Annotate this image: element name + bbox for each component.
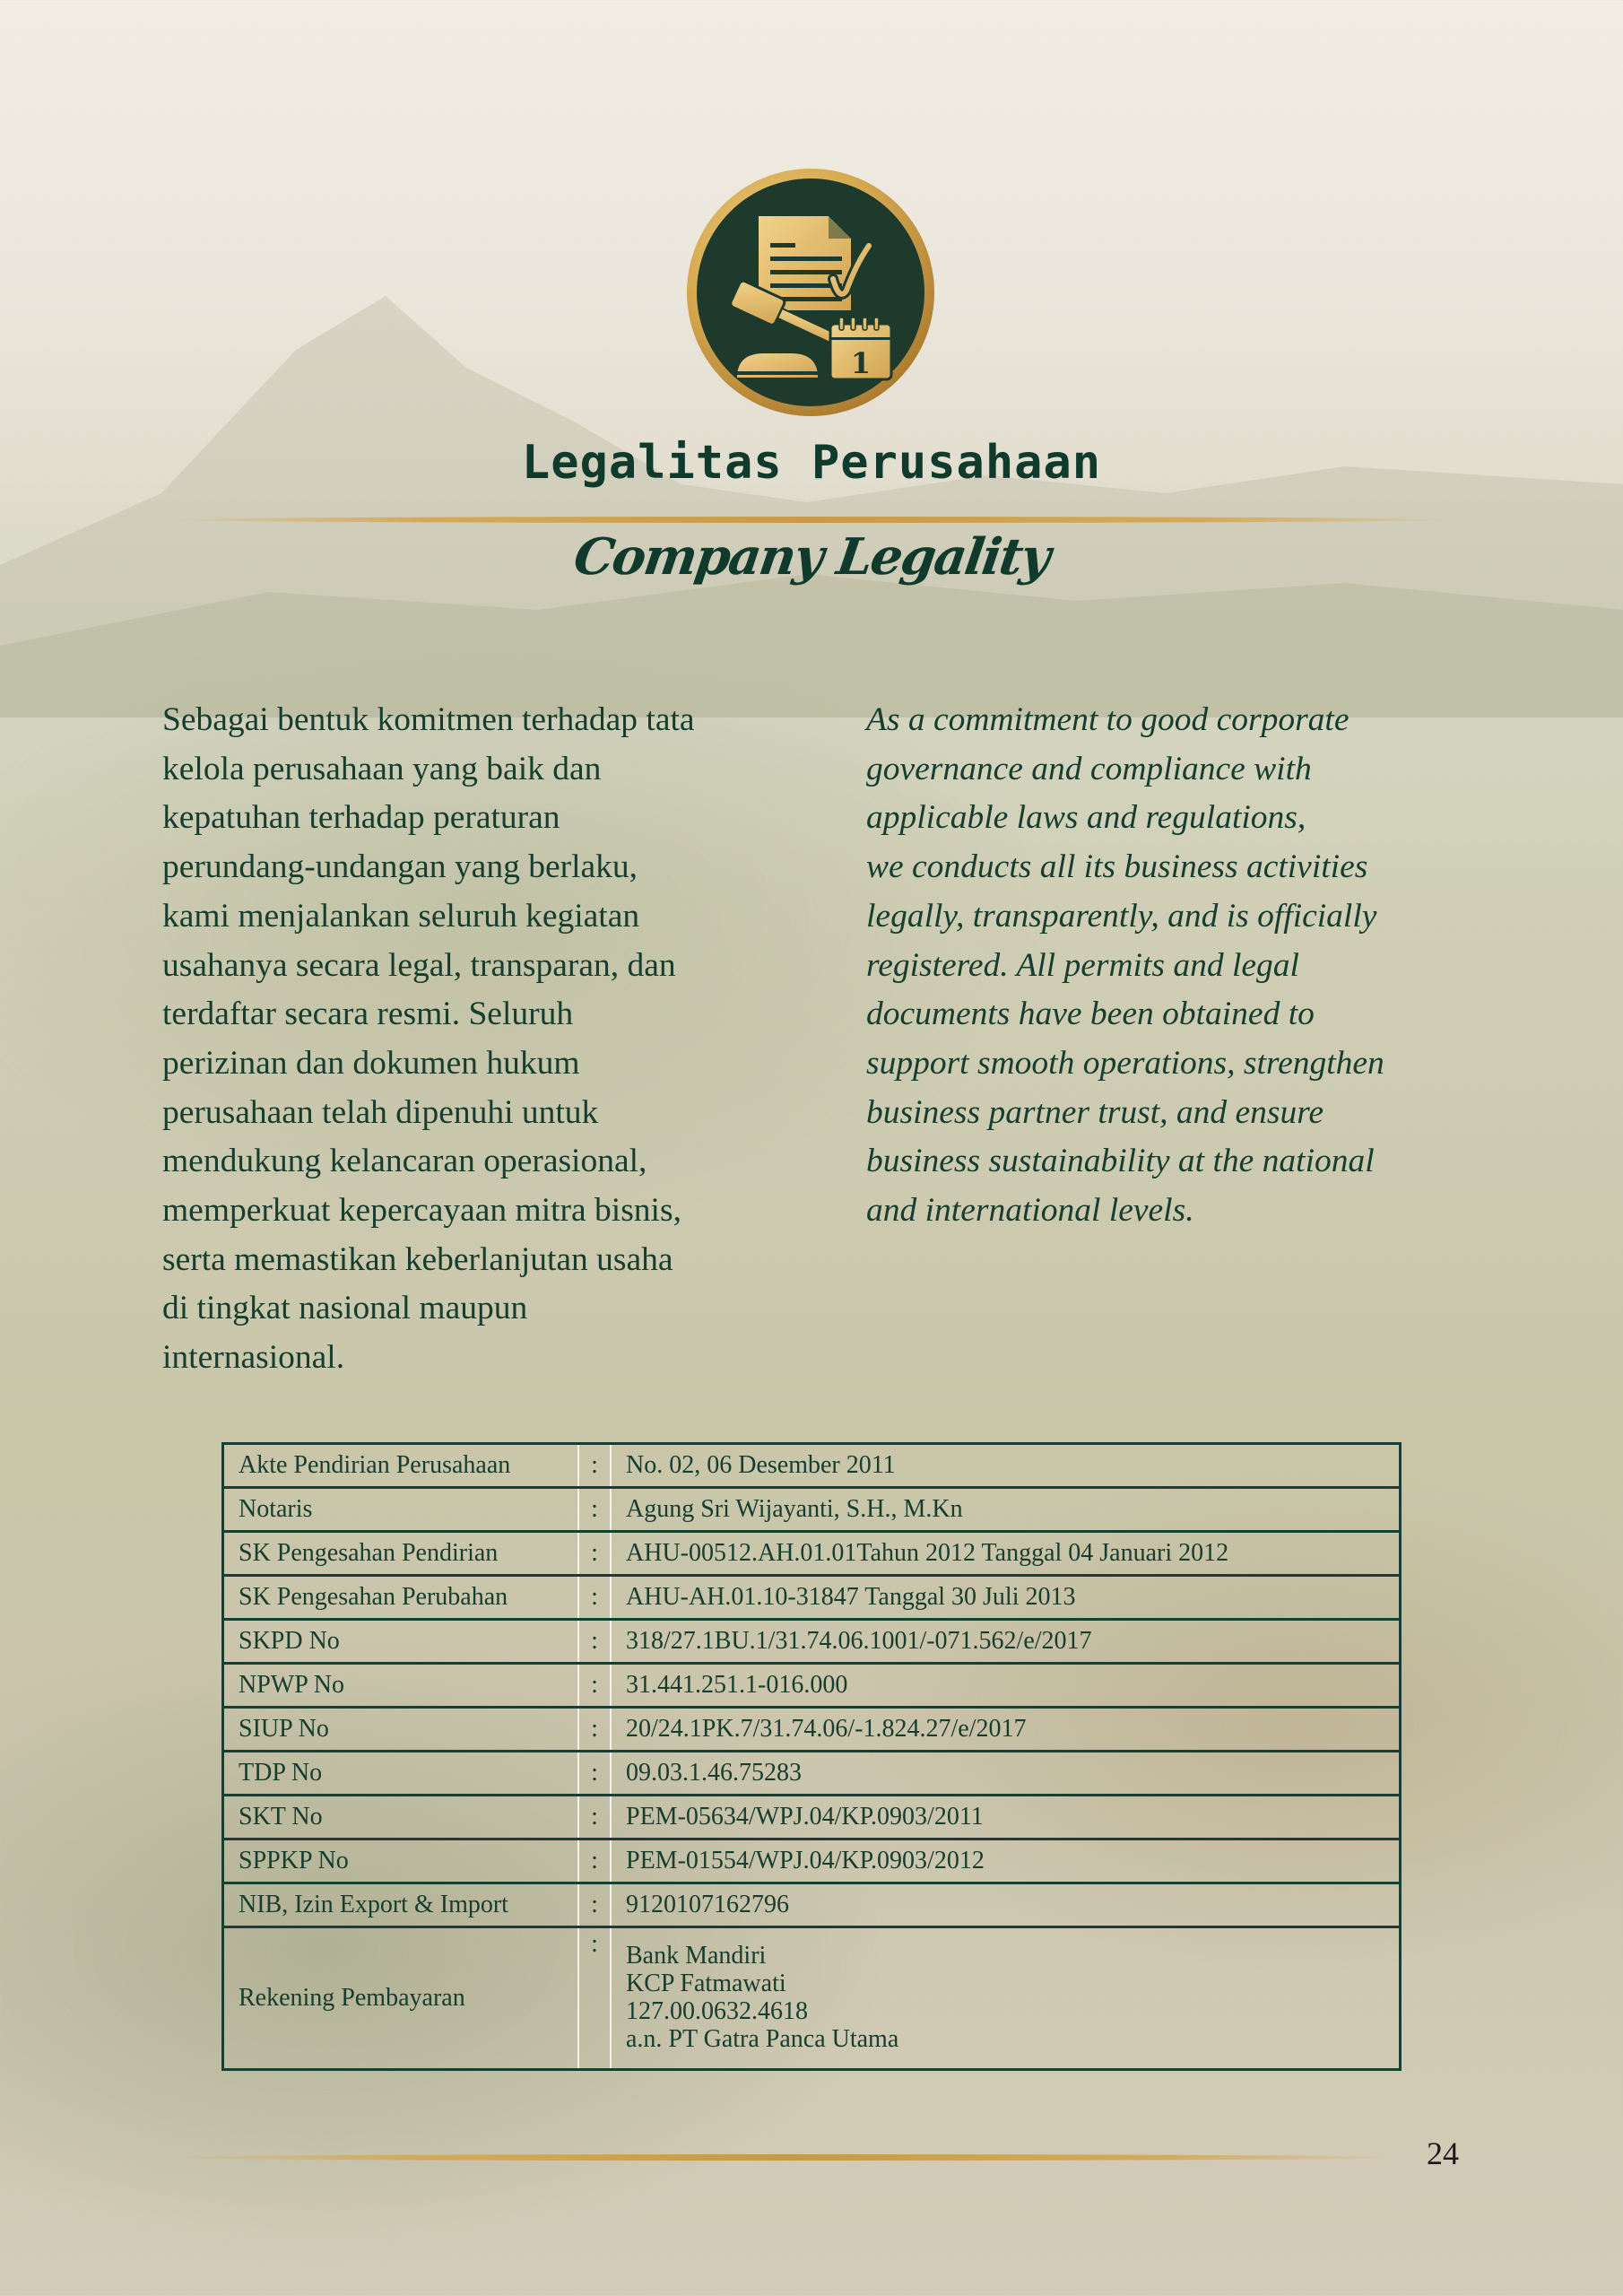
row-separator: : [578, 1664, 611, 1708]
row-value-line: 9120107162796 [626, 1891, 789, 1918]
paragraph-line: kepatuhan terhadap peraturan [162, 799, 560, 837]
row-value [611, 1620, 1401, 1664]
row-separator: : [578, 1620, 611, 1664]
row-label: NIB, Izin Export & Import [223, 1883, 579, 1927]
row-separator: : [578, 1752, 611, 1796]
paragraph-line: mendukung kelancaran operasional, [162, 1143, 647, 1180]
paragraph-line: applicable laws and regulations, [866, 799, 1306, 837]
page-title: Legalitas Perusahaan [521, 436, 1102, 490]
row-label: SK Pengesahan Perubahan [223, 1576, 579, 1620]
row-value [611, 1576, 1401, 1620]
paragraph-line: kami menjalankan seluruh kegiatan [162, 897, 640, 935]
row-value [611, 1664, 1401, 1708]
calendar-icon [830, 317, 891, 380]
row-label: TDP No [223, 1752, 579, 1796]
row-value [611, 1444, 1401, 1488]
row-value [611, 1488, 1401, 1532]
row-separator: : [578, 1444, 611, 1488]
row-label: Rekening Pembayaran [223, 1927, 579, 2070]
paragraph-line: perizinan dan dokumen hukum [162, 1044, 580, 1082]
paragraph-line: perusahaan telah dipenuhi untuk [162, 1093, 599, 1131]
legal-document-badge-icon [685, 167, 936, 418]
paragraph-line: support smooth operations, strengthen [866, 1044, 1384, 1082]
paragraph-line: As a commitment to good corporate [866, 701, 1350, 738]
row-value-line: KCP Fatmawati [626, 1970, 786, 1997]
row-label: SKT No [223, 1796, 579, 1839]
paragraph-line: internasional. [162, 1339, 345, 1377]
row-value [611, 1796, 1401, 1839]
paragraph-line: memperkuat kepercayaan mitra bisnis, [162, 1192, 681, 1230]
row-value-line: PEM-05634/WPJ.04/KP.0903/2011 [626, 1803, 984, 1831]
paragraph-line: governance and compliance with [866, 750, 1312, 787]
row-value [611, 1708, 1401, 1752]
row-value-line: 127.00.0632.4618 [626, 1997, 808, 2025]
row-separator: : [578, 1839, 611, 1883]
row-separator: : [578, 1796, 611, 1839]
row-value [611, 1752, 1401, 1796]
row-value [611, 1532, 1401, 1576]
table-row [223, 1620, 1401, 1664]
intro-paragraph-english [866, 696, 1476, 1236]
row-label: SK Pengesahan Pendirian [223, 1532, 579, 1576]
row-separator: : [578, 1883, 611, 1927]
table-row [223, 1796, 1401, 1839]
row-label: Notaris [223, 1488, 579, 1532]
paragraph-line: business sustainability at the national [866, 1143, 1375, 1180]
row-value-line: 20/24.1PK.7/31.74.06/-1.824.27/e/2017 [626, 1715, 1027, 1743]
row-label: SKPD No [223, 1620, 579, 1664]
row-value-line: PEM-01554/WPJ.04/KP.0903/2012 [626, 1847, 985, 1874]
row-value-line: No. 02, 06 Desember 2011 [626, 1451, 896, 1479]
calendar-number: 1 [850, 346, 872, 380]
paragraph-line: registered. All permits and legal [866, 946, 1299, 984]
row-value-line: 318/27.1BU.1/31.74.06.1001/-071.562/e/2017 [626, 1627, 1092, 1655]
row-separator: : [578, 1927, 611, 2070]
legal-table [221, 1442, 1402, 2071]
row-value-line: AHU-00512.AH.01.01Tahun 2012 Tanggal 04 Januari 2012 [626, 1539, 1229, 1567]
paragraph-line: documents have been obtained to [866, 996, 1315, 1033]
paragraph-line: kelola perusahaan yang baik dan [162, 750, 602, 787]
paragraph-line: di tingkat nasional maupun [162, 1290, 528, 1327]
table-row [223, 1576, 1401, 1620]
table-row [223, 1708, 1401, 1752]
page-subtitle: Company Legality [569, 527, 1054, 587]
table-row [223, 1488, 1401, 1532]
table-row [223, 1883, 1401, 1927]
row-separator: : [578, 1532, 611, 1576]
row-value-line: 09.03.1.46.75283 [626, 1759, 802, 1787]
paragraph-line: perundang-undangan yang berlaku, [162, 848, 638, 886]
row-value [611, 1883, 1401, 1927]
paragraph-line: legally, transparently, and is officially [866, 897, 1377, 935]
row-value-line: a.n. PT Gatra Panca Utama [626, 2025, 899, 2053]
page-number: 24 [1427, 2135, 1459, 2171]
table-row [223, 1839, 1401, 1883]
paragraph-line: Sebagai bentuk komitmen terhadap tata [162, 701, 695, 738]
table-row [223, 1444, 1401, 1488]
table-row [223, 1752, 1401, 1796]
gold-divider-bottom [166, 2154, 1403, 2161]
paragraph-line: terdaftar secara resmi. Seluruh [162, 996, 574, 1033]
paragraph-line: we conducts all its business activities [866, 848, 1368, 886]
paragraph-line: business partner trust, and ensure [866, 1093, 1324, 1131]
row-label: Akte Pendirian Perusahaan [223, 1444, 579, 1488]
intro-paragraph-indonesian [162, 696, 790, 1383]
row-value [611, 1839, 1401, 1883]
row-value-line: 31.441.251.1-016.000 [626, 1671, 848, 1699]
row-label: SPPKP No [223, 1839, 579, 1883]
row-separator: : [578, 1576, 611, 1620]
row-separator: : [578, 1708, 611, 1752]
table-row [223, 1532, 1401, 1576]
gold-divider-top [161, 517, 1462, 523]
row-separator: : [578, 1488, 611, 1532]
row-value [611, 1927, 1401, 2070]
row-label: SIUP No [223, 1708, 579, 1752]
paragraph-line: serta memastikan keberlanjutan usaha [162, 1240, 673, 1278]
table-row [223, 1664, 1401, 1708]
paragraph-line: usahanya secara legal, transparan, dan [162, 946, 676, 984]
row-value-line: AHU-AH.01.10-31847 Tanggal 30 Juli 2013 [626, 1583, 1076, 1611]
row-label: NPWP No [223, 1664, 579, 1708]
table-row [223, 1927, 1401, 2070]
row-value-line: Agung Sri Wijayanti, S.H., M.Kn [626, 1495, 963, 1523]
row-value-line: Bank Mandiri [626, 1942, 767, 1970]
paragraph-line: and international levels. [866, 1192, 1194, 1230]
